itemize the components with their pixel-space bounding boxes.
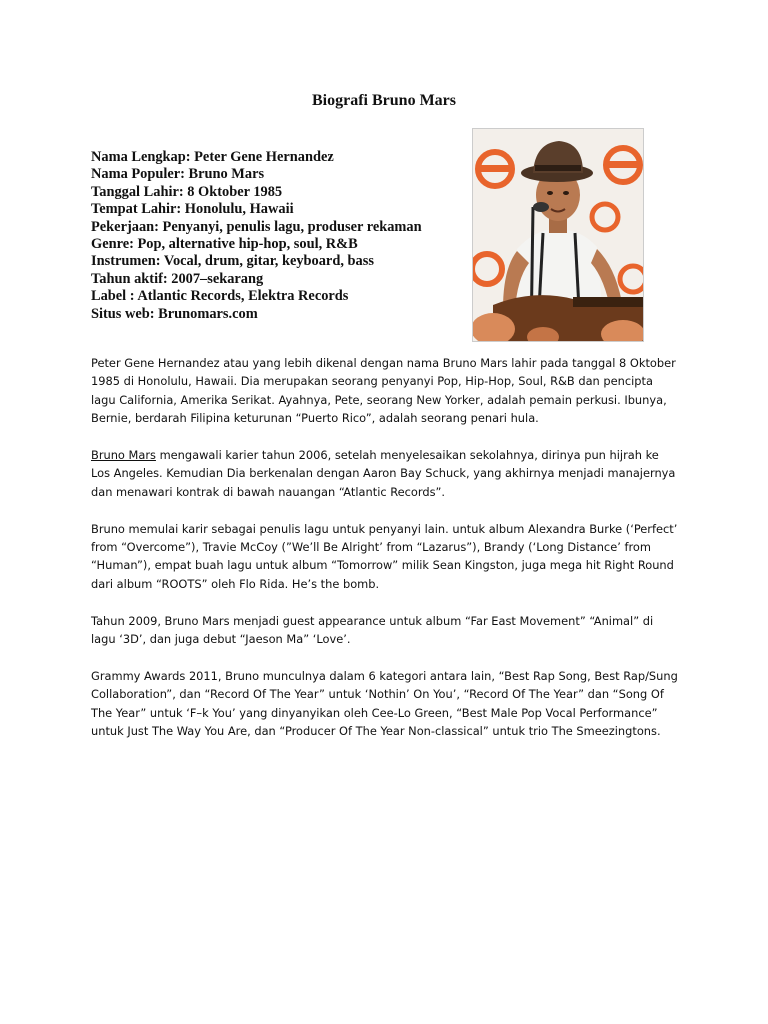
fact-full-name: Nama Lengkap: Peter Gene Hernandez	[91, 149, 334, 165]
paragraph-early-life: Peter Gene Hernandez atau yang lebih dikenal dengan nama Bruno Mars lahir pada tanggal 8 Oktober 1985 di Honolulu, Hawaii. Dia merupakan seorang penyanyi Pop, Hip-Hop, Soul, R&B dan pencipta lagu California, Amerika Serikat. Ayahnya, Pete, seorang New Yorker, adalah pemain perkusi. Ibunya, Bernie, berdarah Filipina keturunan “Puerto Rico”, adalah seorang penari hula.	[91, 356, 676, 426]
paragraph-songwriting: Bruno memulai karir sebagai penulis lagu untuk penyanyi lain. untuk album Alexandra Burke (‘Perfect’ from “Overcome”), Travie McCoy (”We’ll Be Alright’ from “Lazarus”), Brandy (‘Long Distance’ from “Human”), empat buah lagu untuk album “Tomorrow” milik Sean Kingston, juga mega hit Right Round dari album “ROOTS” oleh Flo Rida. He’s the bomb.	[91, 521, 678, 591]
paragraph-grammy: Grammy Awards 2011, Bruno munculnya dalam 6 kategori antara lain, “Best Rap Song, Best Rap/Sung Collaboration”, dan “Record Of The Year” untuk ‘Nothin’ On You’, “Record Of The Year” dan “Song Of The Year” untuk ‘F–k You’ yang dinyanyikan oleh Cee-Lo Green, “Best Male Pop Vocal Performance” untuk Just The Way You Are, dan “Producer Of The Year Non-classical” untuk trio The Smeezingtons.	[91, 668, 678, 739]
paragraph-2009: Tahun 2009, Bruno Mars menjadi guest appearance untuk album “Far East Movement” “Animal” di lagu ‘3D’, dan juga debut “Jaeson Ma” ‘Love’.	[91, 613, 654, 647]
bruno-mars-link[interactable]: Bruno Mars	[91, 448, 156, 463]
fact-occupation: Pekerjaan: Penyanyi, penulis lagu, produser rekaman	[91, 218, 422, 235]
fact-birth-date: Tanggal Lahir: 8 Oktober 1985	[91, 183, 283, 200]
paragraph-career-start	[91, 446, 681, 501]
fact-popular-name: Nama Populer: Bruno Mars	[91, 166, 265, 183]
biodata-list	[91, 149, 461, 323]
fact-label: Label : Atlantic Records, Elektra Records	[91, 288, 349, 305]
page-title: Biografi Bruno Mars	[312, 92, 456, 109]
artist-photo-illustration	[473, 129, 643, 341]
fact-years-active: Tahun aktif: 2007–sekarang	[91, 270, 264, 287]
fact-website: Situs web: Brunomars.com	[91, 305, 258, 322]
fact-genre: Genre: Pop, alternative hip-hop, soul, R&B	[91, 236, 358, 253]
fact-instruments: Instrumen: Vocal, drum, gitar, keyboard, bass	[91, 253, 374, 270]
biography-body	[91, 354, 681, 759]
fact-birth-place: Tempat Lahir: Honolulu, Hawaii	[91, 201, 294, 218]
artist-photo	[472, 128, 644, 342]
paragraph-career-start-text: mengawali karier tahun 2006, setelah menyelesaikan sekolahnya, dirinya pun hijrah ke Los Angeles. Kemudian Dia berkenalan dengan Aaron Bay Schuck, yang akhirnya menjadi manajernya dan menawari kontrak di bawah nauangan “Atlantic Records”.	[91, 448, 676, 499]
